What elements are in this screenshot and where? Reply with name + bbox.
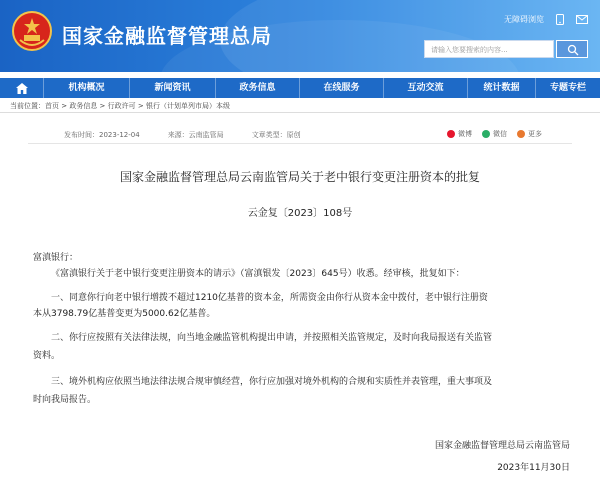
search-icon xyxy=(567,44,579,56)
salutation: 富滇银行： xyxy=(33,253,79,263)
paragraph-1: 《富滇银行关于老中银行变更注册资本的请示》（富滇银发〔2023〕645号）收悉。经审核，批复如下： xyxy=(51,269,465,279)
accessibility-link[interactable]: 无障碍浏览 xyxy=(504,15,544,24)
paragraph-3-line-2: 资料。 xyxy=(33,351,61,361)
paragraph-2-line-2: 本从3798.79亿基普变更为5000.62亿基普。 xyxy=(33,309,216,319)
publish-date: 发布时间：2023-12-04 xyxy=(64,131,140,139)
paragraph-4-line-1: 三、境外机构应依照当地法律法规合规审慎经营，你行应加强对境外机构的合规和实质性并表管理，重大事项及 xyxy=(51,377,493,387)
nav-item-online-service[interactable]: 在线服务 xyxy=(300,78,384,98)
signature-date: 2023年11月30日 xyxy=(497,463,570,473)
nav-item-government[interactable]: 政务信息 xyxy=(216,78,300,98)
more-icon xyxy=(517,130,525,138)
top-links xyxy=(504,14,588,25)
share-weibo[interactable]: 微博 xyxy=(447,129,472,139)
nav-home[interactable] xyxy=(0,78,44,98)
paragraph-2-line-1: 一、同意你行向老中银行增拨不超过1210亿基普的资本金，所需资金由你行从资本金中拨付，老中银行注册资 xyxy=(51,293,488,303)
article-meta xyxy=(64,130,301,140)
weibo-icon xyxy=(447,130,455,138)
search-button[interactable] xyxy=(556,40,588,58)
breadcrumb[interactable]: 当前位置：首页 > 政务信息 > 行政许可 > 银行（计划单列市局）本级 xyxy=(10,102,230,110)
paragraph-3-line-1: 二、你行应按照有关法律法规，向当地金融监管机构提出申请，并按照相关监管规定，及时向我局报送有关监管 xyxy=(51,333,493,343)
wechat-icon xyxy=(482,130,490,138)
nav-item-topics[interactable]: 专题专栏 xyxy=(549,83,586,93)
share-wechat[interactable]: 微信 xyxy=(482,129,507,139)
search-input[interactable]: 请输入您要搜索的内容... xyxy=(424,40,554,58)
article-type: 文章类型：原创 xyxy=(251,131,301,139)
article-source: 来源：云南监管局 xyxy=(167,131,224,139)
email-icon[interactable] xyxy=(576,15,588,24)
nav-item-about[interactable]: 机构概况 xyxy=(44,78,130,98)
nav-item-news[interactable]: 新闻资讯 xyxy=(130,78,216,98)
share-more[interactable]: 更多 xyxy=(517,129,542,139)
share-bar xyxy=(447,129,542,139)
signature-organization: 国家金融监督管理总局云南监管局 xyxy=(434,441,570,451)
site-title[interactable]: 国家金融监督管理总局 xyxy=(62,24,272,48)
document-number: 云金复〔2023〕108号 xyxy=(247,208,353,219)
main-nav xyxy=(0,78,600,98)
site-header xyxy=(0,0,600,72)
nav-item-interaction[interactable]: 互动交流 xyxy=(384,78,468,98)
nav-item-statistics[interactable]: 统计数据 xyxy=(468,78,536,98)
divider xyxy=(28,143,572,144)
divider xyxy=(0,112,600,113)
document-title: 国家金融监督管理总局云南监管局关于老中银行变更注册资本的批复 xyxy=(119,170,480,184)
mobile-icon[interactable] xyxy=(556,14,564,25)
paragraph-4-line-2: 时向我局报告。 xyxy=(33,395,97,405)
home-icon xyxy=(16,83,28,94)
national-emblem-icon xyxy=(12,10,52,52)
